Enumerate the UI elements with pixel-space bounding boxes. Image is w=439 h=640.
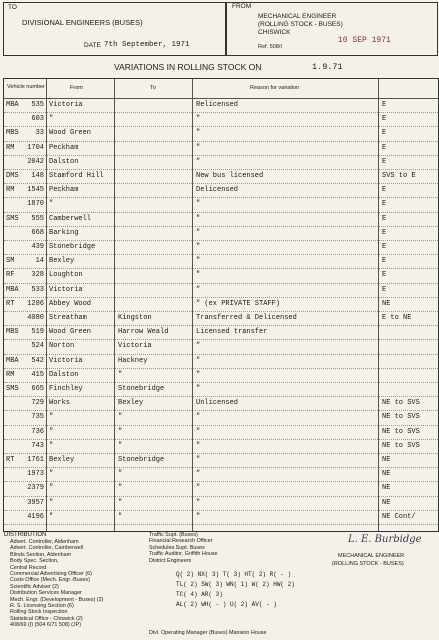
- to-cell: ": [118, 427, 123, 436]
- distribution-item: Costs Office (Mech. Engr.-Buses): [10, 577, 90, 584]
- reason-cell: ": [196, 385, 201, 393]
- table-row: [4, 127, 438, 141]
- vehicle-number: 1870: [27, 200, 44, 209]
- vehicle-prefix: MBA: [6, 285, 19, 294]
- vehicle-number: 1286: [27, 299, 44, 308]
- code-cell: NE: [382, 484, 391, 493]
- table-row: [4, 411, 438, 425]
- table-row: [4, 227, 438, 241]
- code-cell: E: [382, 200, 387, 209]
- code-cell: E: [382, 271, 387, 280]
- date-value: 7th September, 1971: [104, 41, 190, 49]
- distribution-item: Commercial Advertising Officer (6): [10, 571, 92, 578]
- vehicle-number: 668: [31, 228, 44, 237]
- to-cell: Kingston: [118, 314, 152, 322]
- distribution-item: Advert. Controller, Aldenham: [10, 539, 79, 545]
- code-cell: E: [382, 101, 387, 109]
- table-row: [4, 170, 438, 184]
- table-row: [4, 184, 438, 198]
- to-cell: ": [118, 498, 123, 507]
- distribution-item: Schedules Supt. Buses: [149, 544, 205, 551]
- reason-cell: ": [196, 456, 201, 464]
- vehicle-number: 415: [31, 370, 44, 379]
- from-cell: Stamford Hill: [49, 172, 104, 180]
- vehicle-prefix: MBS: [6, 129, 19, 138]
- table-row: [4, 440, 438, 454]
- distribution-code-line: AL( 2) WH( - ) U( 2) AV( - ): [176, 601, 277, 608]
- vehicle-number: 519: [31, 328, 44, 337]
- signature: L. E. Burbidge: [348, 534, 422, 545]
- code-cell: E: [382, 143, 387, 152]
- vehicle-number: 148: [31, 172, 44, 180]
- col-reason: Reason for variation: [250, 85, 300, 91]
- table-row: [4, 269, 438, 283]
- reason-cell: New bus licensed: [196, 172, 264, 180]
- table-row: [4, 298, 438, 312]
- vehicle-number: 524: [31, 342, 44, 351]
- from-cell: Victoria: [49, 356, 83, 365]
- reason-cell: ": [196, 342, 201, 351]
- vehicle-number: 1545: [27, 186, 44, 195]
- to-cell: Stonebridge: [118, 385, 165, 393]
- reason-cell: ": [196, 157, 201, 166]
- signature-title-2: (ROLLING STOCK - BUSES): [332, 561, 404, 567]
- vehicle-prefix: RM: [6, 370, 15, 379]
- code-cell: E to NE: [382, 314, 412, 322]
- reason-cell: ": [196, 129, 201, 138]
- distribution-heading: DISTRIBUTION: [4, 532, 47, 538]
- vehicle-number: 4196: [27, 512, 44, 521]
- vehicle-number: 3957: [27, 498, 44, 507]
- variations-table: [3, 78, 439, 532]
- reason-cell: ": [196, 512, 201, 521]
- to-cell: ": [118, 370, 123, 379]
- from-cell: Wood Green: [49, 129, 92, 138]
- table-row: [4, 482, 438, 496]
- table-row: [4, 340, 438, 354]
- code-cell: NE to SVS: [382, 427, 420, 436]
- vehicle-prefix: RT: [6, 299, 15, 308]
- table-row: [4, 241, 438, 255]
- vehicle-number: 14: [35, 257, 44, 266]
- reason-cell: Transferred & Delicensed: [196, 314, 297, 322]
- distribution-item: Statistical Office - Chiswick (2): [10, 615, 83, 622]
- table-row: [4, 468, 438, 482]
- code-cell: E: [382, 257, 387, 266]
- code-cell: E: [382, 228, 387, 237]
- date-label: DATE: [84, 42, 101, 49]
- vehicle-number: 2042: [27, 157, 44, 166]
- distribution-item: District Engineers: [149, 557, 192, 564]
- from-cell: ": [49, 470, 54, 479]
- from-cell: Peckham: [49, 143, 79, 152]
- reason-cell: ": [196, 441, 201, 450]
- title-date: 1.9.71: [312, 62, 343, 72]
- reason-cell: ": [196, 115, 201, 124]
- reason-cell: ": [196, 427, 201, 436]
- distribution-item: 408/69 (I) (504 6/71 508) (JP): [10, 622, 82, 629]
- from-cell: Dalston: [49, 370, 79, 379]
- col-to: To: [150, 85, 156, 91]
- distribution-item: Body Spec. Section,: [10, 558, 59, 565]
- from-cell: Wood Green: [49, 328, 92, 337]
- table-row: [4, 198, 438, 212]
- reason-cell: Licensed transfer: [196, 328, 268, 337]
- from-box: [225, 2, 438, 56]
- table-row: [4, 142, 438, 156]
- reason-cell: ": [196, 257, 201, 266]
- vehicle-number: 4080: [27, 314, 44, 322]
- vehicle-prefix: MBA: [6, 101, 19, 109]
- code-cell: E: [382, 186, 387, 195]
- reason-cell: ": [196, 200, 201, 209]
- code-cell: E: [382, 115, 387, 124]
- col-from: From: [70, 85, 83, 91]
- reason-cell: ": [196, 285, 201, 294]
- to-cell: ": [118, 413, 123, 422]
- from-cell: ": [49, 200, 54, 209]
- distribution-item: Financial Research Officer: [149, 538, 213, 545]
- vehicle-prefix: SM: [6, 257, 15, 266]
- code-cell: NE: [382, 299, 391, 308]
- to-value: DIVISIONAL ENGINEERS (BUSES): [22, 18, 143, 27]
- to-cell: Victoria: [118, 342, 152, 351]
- distribution-item: Distribution Services Manager: [10, 590, 82, 597]
- from-label: FROM: [232, 3, 252, 10]
- from-cell: ": [49, 512, 54, 521]
- distribution-code-line: Q( 2) NX( 3) T( 3) HT( 2) R( - ): [176, 571, 292, 578]
- from-cell: Norton: [49, 342, 75, 351]
- to-cell: Harrow Weald: [118, 328, 169, 337]
- table-row: [4, 284, 438, 298]
- from-cell: Streatham: [49, 314, 87, 322]
- distribution-right-list: [149, 532, 218, 564]
- vehicle-number: 439: [31, 243, 44, 251]
- from-cell: Works: [49, 399, 71, 408]
- reason-cell: ": [196, 243, 201, 251]
- reason-cell: ": [196, 413, 201, 422]
- code-cell: NE: [382, 498, 391, 507]
- code-cell: NE Cont/: [382, 512, 416, 521]
- from-cell: Camberwell: [49, 214, 92, 223]
- table-row: [4, 497, 438, 511]
- table-row: [4, 369, 438, 383]
- vehicle-number: 535: [31, 101, 44, 109]
- table-row: [4, 511, 438, 525]
- vehicle-prefix: SMS: [6, 214, 19, 223]
- code-cell: E: [382, 129, 387, 138]
- from-line-2: (ROLLING STOCK - BUSES): [258, 21, 343, 28]
- vehicle-prefix: RF: [6, 271, 15, 280]
- vehicle-prefix: RM: [6, 143, 15, 152]
- reason-cell: ": [196, 484, 201, 493]
- from-cell: Victoria: [49, 101, 83, 109]
- reason-cell: ": [196, 356, 201, 365]
- reason-cell: Unlicensed: [196, 399, 239, 408]
- received-date-stamp: 10 SEP 1971: [338, 36, 391, 45]
- reason-cell: Relicensed: [196, 101, 239, 109]
- page-title: VARIATIONS IN ROLLING STOCK ON: [114, 62, 262, 72]
- distribution-left-list: [10, 539, 103, 629]
- reason-cell: ": [196, 214, 201, 223]
- vehicle-number: 729: [31, 399, 44, 408]
- vehicle-number: 735: [31, 413, 44, 422]
- from-line-3: CHISWICK: [258, 29, 291, 36]
- ref-label: Ref. 508/I: [258, 44, 282, 50]
- from-cell: ": [49, 115, 54, 124]
- distribution-bottom: Divl. Operating Manager (Buses) Mansion House: [149, 630, 267, 636]
- from-cell: Loughton: [49, 271, 83, 280]
- from-cell: ": [49, 427, 54, 436]
- reason-cell: Delicensed: [196, 186, 239, 195]
- vehicle-number: 1704: [27, 143, 44, 152]
- distribution-item: Rolling Stock Inspection: [10, 609, 68, 616]
- vehicle-prefix: RM: [6, 186, 15, 195]
- from-cell: Stonebridge: [49, 243, 96, 251]
- from-cell: Victoria: [49, 285, 83, 294]
- from-cell: ": [49, 498, 54, 507]
- vehicle-number: 33: [35, 129, 44, 138]
- from-cell: Barking: [49, 228, 79, 237]
- code-cell: NE to SVS: [382, 399, 420, 408]
- vehicle-prefix: DMS: [6, 172, 19, 180]
- table-row: [4, 426, 438, 440]
- vehicle-number: 2379: [27, 484, 44, 493]
- from-cell: Dalston: [49, 157, 79, 166]
- distribution-item: Mech. Engr. (Development - Buses) (2): [10, 596, 104, 603]
- distribution-item: Traffic Supt. (Buses): [149, 532, 198, 538]
- code-cell: E: [382, 214, 387, 223]
- distribution-codes: [176, 570, 295, 610]
- to-cell: Bexley: [118, 399, 144, 408]
- from-cell: Finchley: [49, 385, 83, 393]
- vehicle-prefix: MBS: [6, 328, 19, 337]
- vehicle-prefix: MBA: [6, 356, 19, 365]
- distribution-code-line: TL( 2) SW( 3) WN( 1) W( 2) HW( 2): [176, 581, 295, 588]
- from-line-1: MECHANICAL ENGINEER: [258, 13, 337, 20]
- from-cell: Bexley: [49, 257, 75, 266]
- table-row: [4, 397, 438, 411]
- col-vehicle-number: Vehicle number: [7, 84, 45, 90]
- code-cell: NE to SVS: [382, 441, 420, 450]
- distribution-item: R. S. Licensing Section (6): [10, 603, 74, 610]
- distribution-code-line: TC( 4) AR( 3): [176, 591, 223, 598]
- table-row: [4, 156, 438, 170]
- vehicle-number: 743: [31, 441, 44, 450]
- to-cell: ": [118, 512, 123, 521]
- from-cell: Abbey Wood: [49, 299, 92, 308]
- vehicle-number: 328: [31, 271, 44, 280]
- distribution-item: Traffic Auditor, Griffith House: [149, 551, 218, 558]
- distribution-item: Scientific Adviser (2): [10, 583, 59, 590]
- vehicle-number: 665: [31, 385, 44, 393]
- distribution-item: Blinds Section, Aldenham: [10, 551, 72, 558]
- code-cell: SVS to E: [382, 172, 416, 180]
- code-cell: E: [382, 243, 387, 251]
- from-cell: ": [49, 413, 54, 422]
- from-cell: Bexley: [49, 456, 75, 464]
- code-cell: NE: [382, 456, 391, 464]
- from-cell: ": [49, 484, 54, 493]
- vehicle-number: 736: [31, 427, 44, 436]
- reason-cell: ": [196, 470, 201, 479]
- table-row: [4, 312, 438, 326]
- signature-title-1: MECHANICAL ENGINEER: [338, 553, 405, 559]
- table-row: [4, 255, 438, 269]
- to-cell: Stonebridge: [118, 456, 165, 464]
- to-cell: ": [118, 484, 123, 493]
- reason-cell: ": [196, 228, 201, 237]
- reason-cell: ": [196, 271, 201, 280]
- reason-cell: ": [196, 143, 201, 152]
- from-cell: ": [49, 441, 54, 450]
- vehicle-number: 603: [31, 115, 44, 124]
- to-label: TO: [8, 4, 17, 11]
- code-cell: E: [382, 157, 387, 166]
- table-row: [4, 213, 438, 227]
- vehicle-prefix: RT: [6, 456, 15, 464]
- vehicle-number: 542: [31, 356, 44, 365]
- table-row: [4, 99, 438, 113]
- code-cell: NE to SVS: [382, 413, 420, 422]
- to-cell: ": [118, 470, 123, 479]
- to-cell: Hackney: [118, 356, 148, 365]
- table-row: [4, 326, 438, 340]
- table-row: [4, 383, 438, 397]
- vehicle-number: 555: [31, 214, 44, 223]
- code-cell: NE: [382, 470, 391, 479]
- reason-cell: ": [196, 370, 201, 379]
- table-row: [4, 113, 438, 127]
- table-row: [4, 454, 438, 468]
- vehicle-number: 1761: [27, 456, 44, 464]
- vehicle-number: 1973: [27, 470, 44, 479]
- vehicle-prefix: SMS: [6, 385, 19, 393]
- from-cell: Peckham: [49, 186, 79, 195]
- distribution-item: Advert. Controller, Camberwell: [10, 545, 84, 552]
- to-cell: ": [118, 441, 123, 450]
- distribution-item: Central Record: [10, 564, 47, 571]
- reason-cell: " (ex PRIVATE STAFF): [196, 299, 281, 308]
- table-row: [4, 355, 438, 369]
- code-cell: E: [382, 285, 387, 294]
- vehicle-number: 533: [31, 285, 44, 294]
- reason-cell: ": [196, 498, 201, 507]
